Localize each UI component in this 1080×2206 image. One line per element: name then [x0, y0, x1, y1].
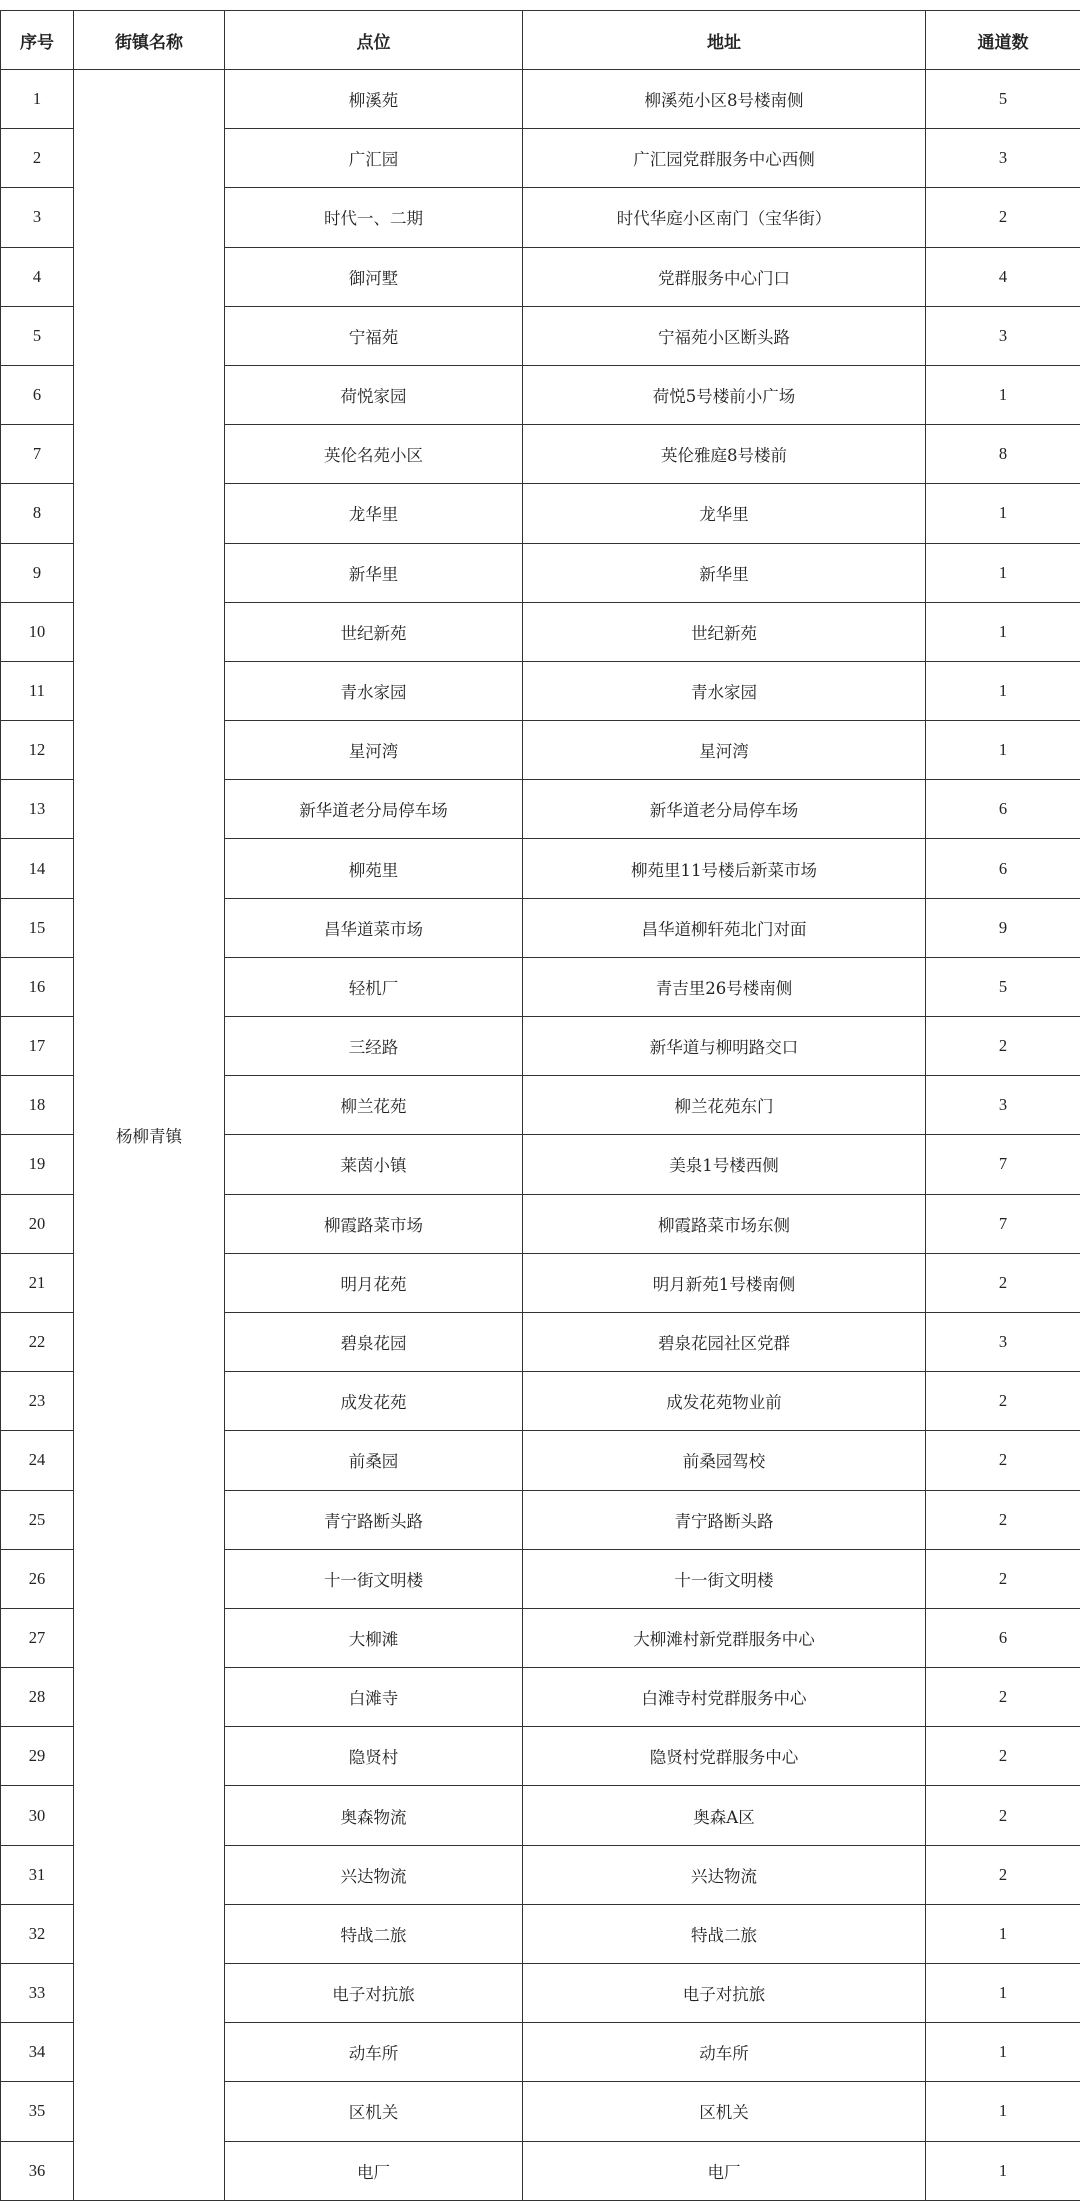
site-cell: 柳溪苑	[225, 70, 523, 129]
address-cell: 十一街文明楼	[523, 1549, 926, 1608]
table-header-row	[1, 11, 1080, 70]
row-number-cell: 21	[1, 1253, 74, 1312]
address-cell: 星河湾	[523, 721, 926, 780]
row-number-cell: 30	[1, 1786, 74, 1845]
address-cell: 时代华庭小区南门（宝华街）	[523, 188, 926, 247]
channel-count-cell: 1	[926, 365, 1080, 424]
site-cell: 兴达物流	[225, 1845, 523, 1904]
site-cell: 柳兰花苑	[225, 1076, 523, 1135]
channel-count-cell: 3	[926, 129, 1080, 188]
address-cell: 昌华道柳轩苑北门对面	[523, 898, 926, 957]
site-cell: 成发花苑	[225, 1372, 523, 1431]
address-cell: 奥森A区	[523, 1786, 926, 1845]
row-number-cell: 9	[1, 543, 74, 602]
address-cell: 宁福苑小区断头路	[523, 306, 926, 365]
channel-count-cell: 2	[926, 1431, 1080, 1490]
site-cell: 电厂	[225, 2141, 523, 2200]
row-number-cell: 2	[1, 129, 74, 188]
address-cell: 美泉1号楼西侧	[523, 1135, 926, 1194]
channel-count-cell: 3	[926, 1076, 1080, 1135]
address-cell: 世纪新苑	[523, 602, 926, 661]
channel-count-cell: 9	[926, 898, 1080, 957]
header-site: 点位	[225, 11, 523, 70]
row-number-cell: 10	[1, 602, 74, 661]
site-cell: 柳苑里	[225, 839, 523, 898]
header-address: 地址	[523, 11, 926, 70]
channel-count-cell: 1	[926, 602, 1080, 661]
row-number-cell: 14	[1, 839, 74, 898]
channel-count-cell: 2	[926, 1727, 1080, 1786]
town-name-cell: 杨柳青镇	[74, 70, 225, 2201]
row-number-cell: 32	[1, 1904, 74, 1963]
address-cell: 特战二旅	[523, 1904, 926, 1963]
address-cell: 党群服务中心门口	[523, 247, 926, 306]
address-cell: 青宁路断头路	[523, 1490, 926, 1549]
channel-count-cell: 5	[926, 70, 1080, 129]
channel-count-cell: 1	[926, 2141, 1080, 2200]
site-cell: 大柳滩	[225, 1608, 523, 1667]
row-number-cell: 6	[1, 365, 74, 424]
channel-count-cell: 2	[926, 1786, 1080, 1845]
site-cell: 电子对抗旅	[225, 1964, 523, 2023]
channel-count-cell: 1	[926, 543, 1080, 602]
site-cell: 三经路	[225, 1017, 523, 1076]
site-cell: 星河湾	[225, 721, 523, 780]
channel-count-cell: 7	[926, 1135, 1080, 1194]
row-number-cell: 13	[1, 780, 74, 839]
row-number-cell: 3	[1, 188, 74, 247]
site-cell: 青水家园	[225, 661, 523, 720]
address-cell: 大柳滩村新党群服务中心	[523, 1608, 926, 1667]
channel-count-cell: 2	[926, 1253, 1080, 1312]
address-cell: 动车所	[523, 2023, 926, 2082]
address-cell: 柳苑里11号楼后新菜市场	[523, 839, 926, 898]
address-cell: 新华道老分局停车场	[523, 780, 926, 839]
row-number-cell: 4	[1, 247, 74, 306]
address-cell: 碧泉花园社区党群	[523, 1312, 926, 1371]
channel-count-cell: 2	[926, 1549, 1080, 1608]
channel-count-cell: 1	[926, 721, 1080, 780]
row-number-cell: 34	[1, 2023, 74, 2082]
row-number-cell: 18	[1, 1076, 74, 1135]
address-cell: 柳霞路菜市场东侧	[523, 1194, 926, 1253]
channel-count-cell: 1	[926, 1904, 1080, 1963]
row-number-cell: 33	[1, 1964, 74, 2023]
address-cell: 柳兰花苑东门	[523, 1076, 926, 1135]
address-cell: 前桑园驾校	[523, 1431, 926, 1490]
site-cell: 宁福苑	[225, 306, 523, 365]
row-number-cell: 11	[1, 661, 74, 720]
channel-count-cell: 2	[926, 1372, 1080, 1431]
channel-count-cell: 2	[926, 1845, 1080, 1904]
site-cell: 御河墅	[225, 247, 523, 306]
row-number-cell: 5	[1, 306, 74, 365]
channel-count-cell: 5	[926, 957, 1080, 1016]
address-cell: 电厂	[523, 2141, 926, 2200]
site-cell: 荷悦家园	[225, 365, 523, 424]
site-cell: 隐贤村	[225, 1727, 523, 1786]
site-cell: 世纪新苑	[225, 602, 523, 661]
channel-count-cell: 3	[926, 306, 1080, 365]
row-number-cell: 20	[1, 1194, 74, 1253]
site-cell: 柳霞路菜市场	[225, 1194, 523, 1253]
channel-table-sheet	[0, 10, 1080, 2201]
row-number-cell: 8	[1, 484, 74, 543]
address-cell: 新华道与柳明路交口	[523, 1017, 926, 1076]
row-number-cell: 15	[1, 898, 74, 957]
channel-count-cell: 1	[926, 1964, 1080, 2023]
site-cell: 英伦名苑小区	[225, 425, 523, 484]
row-number-cell: 17	[1, 1017, 74, 1076]
site-cell: 特战二旅	[225, 1904, 523, 1963]
row-number-cell: 27	[1, 1608, 74, 1667]
address-cell: 英伦雅庭8号楼前	[523, 425, 926, 484]
channel-count-cell: 6	[926, 839, 1080, 898]
row-number-cell: 22	[1, 1312, 74, 1371]
row-number-cell: 12	[1, 721, 74, 780]
header-channels: 通道数	[926, 11, 1080, 70]
site-cell: 新华道老分局停车场	[225, 780, 523, 839]
site-cell: 青宁路断头路	[225, 1490, 523, 1549]
address-cell: 兴达物流	[523, 1845, 926, 1904]
channel-count-cell: 7	[926, 1194, 1080, 1253]
site-cell: 轻机厂	[225, 957, 523, 1016]
channel-count-cell: 2	[926, 188, 1080, 247]
channel-count-cell: 1	[926, 661, 1080, 720]
channel-count-cell: 1	[926, 2023, 1080, 2082]
channel-count-cell: 2	[926, 1490, 1080, 1549]
address-cell: 成发花苑物业前	[523, 1372, 926, 1431]
channel-count-cell: 3	[926, 1312, 1080, 1371]
channel-count-cell: 2	[926, 1668, 1080, 1727]
site-cell: 昌华道菜市场	[225, 898, 523, 957]
site-cell: 前桑园	[225, 1431, 523, 1490]
row-number-cell: 23	[1, 1372, 74, 1431]
address-cell: 电子对抗旅	[523, 1964, 926, 2023]
row-number-cell: 19	[1, 1135, 74, 1194]
header-no: 序号	[1, 11, 74, 70]
site-cell: 区机关	[225, 2082, 523, 2141]
address-cell: 新华里	[523, 543, 926, 602]
channel-count-cell: 4	[926, 247, 1080, 306]
channel-count-cell: 8	[926, 425, 1080, 484]
channel-count-cell: 1	[926, 484, 1080, 543]
address-cell: 区机关	[523, 2082, 926, 2141]
header-town: 街镇名称	[74, 11, 225, 70]
site-cell: 龙华里	[225, 484, 523, 543]
row-number-cell: 7	[1, 425, 74, 484]
row-number-cell: 25	[1, 1490, 74, 1549]
row-number-cell: 35	[1, 2082, 74, 2141]
address-cell: 广汇园党群服务中心西侧	[523, 129, 926, 188]
table-row	[1, 70, 1080, 129]
site-cell: 时代一、二期	[225, 188, 523, 247]
row-number-cell: 1	[1, 70, 74, 129]
channel-count-cell: 2	[926, 1017, 1080, 1076]
row-number-cell: 24	[1, 1431, 74, 1490]
site-cell: 动车所	[225, 2023, 523, 2082]
channel-count-cell: 6	[926, 780, 1080, 839]
row-number-cell: 31	[1, 1845, 74, 1904]
table-body	[1, 70, 1080, 2201]
site-cell: 碧泉花园	[225, 1312, 523, 1371]
row-number-cell: 28	[1, 1668, 74, 1727]
site-cell: 白滩寺	[225, 1668, 523, 1727]
site-cell: 十一街文明楼	[225, 1549, 523, 1608]
row-number-cell: 29	[1, 1727, 74, 1786]
address-cell: 柳溪苑小区8号楼南侧	[523, 70, 926, 129]
row-number-cell: 36	[1, 2141, 74, 2200]
address-cell: 龙华里	[523, 484, 926, 543]
address-cell: 明月新苑1号楼南侧	[523, 1253, 926, 1312]
charging-points-table	[0, 10, 1080, 2201]
site-cell: 奥森物流	[225, 1786, 523, 1845]
address-cell: 青水家园	[523, 661, 926, 720]
site-cell: 莱茵小镇	[225, 1135, 523, 1194]
channel-count-cell: 6	[926, 1608, 1080, 1667]
channel-count-cell: 1	[926, 2082, 1080, 2141]
site-cell: 广汇园	[225, 129, 523, 188]
address-cell: 青吉里26号楼南侧	[523, 957, 926, 1016]
address-cell: 隐贤村党群服务中心	[523, 1727, 926, 1786]
address-cell: 荷悦5号楼前小广场	[523, 365, 926, 424]
address-cell: 白滩寺村党群服务中心	[523, 1668, 926, 1727]
row-number-cell: 26	[1, 1549, 74, 1608]
site-cell: 新华里	[225, 543, 523, 602]
site-cell: 明月花苑	[225, 1253, 523, 1312]
row-number-cell: 16	[1, 957, 74, 1016]
